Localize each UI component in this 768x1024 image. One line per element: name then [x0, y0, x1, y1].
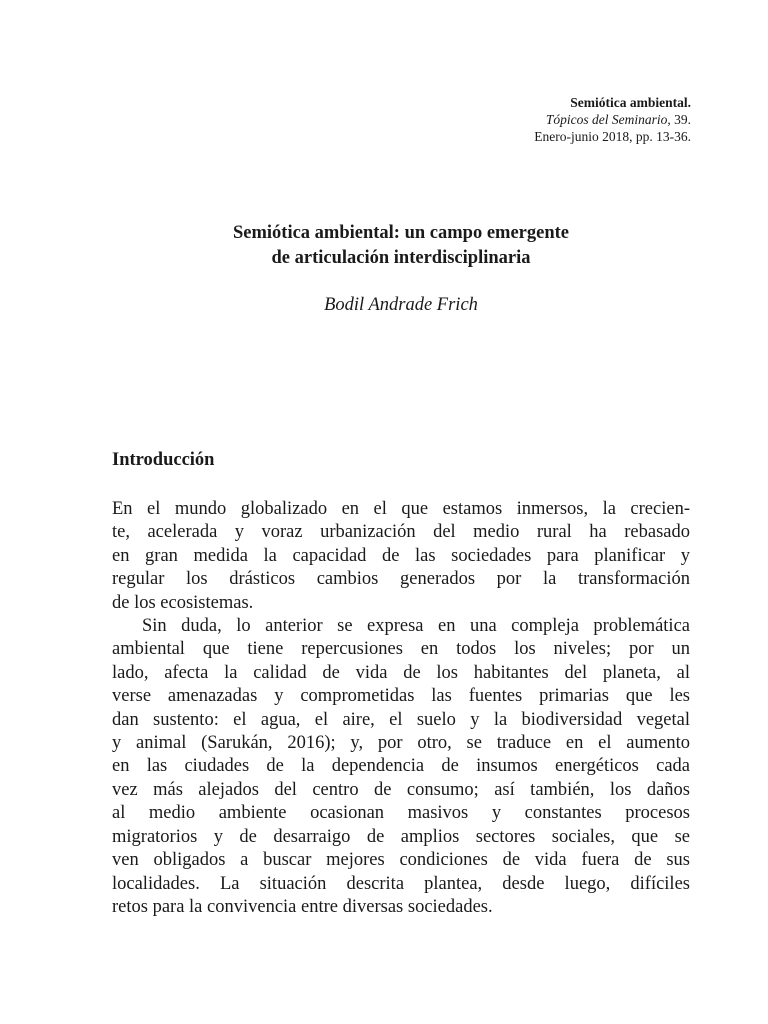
text-line: migratorios y de desarraigo de amplios sectores sociales, que se — [112, 826, 690, 847]
running-head — [534, 94, 691, 145]
running-head-issue-number: , 39. — [667, 112, 691, 127]
text-line: al medio ambiente ocasionan masivos y constantes procesos — [112, 803, 690, 824]
running-head-pages: Enero-junio 2018, pp. 13-36. — [534, 129, 691, 144]
text-line: dan sustento: el agua, el aire, el suelo y la biodiversidad vegetal — [112, 709, 690, 730]
article-author: Bodil Andrade Frich — [324, 295, 478, 315]
running-head-journal: Semiótica ambiental. — [570, 95, 691, 110]
text-line: en gran medida la capacidad de las sociedades para planificar y — [112, 545, 690, 566]
body-text — [112, 498, 690, 919]
article-title-line-1: Semiótica ambiental: un campo emergente — [232, 223, 570, 243]
text-line: te, acelerada y voraz urbanización del medio rural ha rebasado — [112, 522, 690, 543]
running-head-issue — [534, 111, 691, 128]
text-line: Sin duda, lo anterior se expresa en una compleja problemática — [142, 616, 690, 637]
article-title-line-2: de articulación interdisciplinaria — [271, 248, 531, 268]
text-line: regular los drásticos cambios generados por la transformación — [112, 569, 690, 590]
paragraph-1 — [112, 498, 690, 615]
text-line: y animal (Sarukán, 2016); y, por otro, se traduce en el aumento — [112, 733, 690, 754]
section-heading: Introducción — [112, 450, 215, 470]
text-line: vez más alejados del centro de consumo; así también, los daños — [112, 779, 690, 800]
running-head-issue-title: Tópicos del Seminario — [545, 112, 668, 127]
paragraph-2 — [112, 615, 690, 919]
text-line: localidades. La situación descrita plantea, desde luego, difíciles — [112, 873, 690, 894]
text-line: retos para la convivencia entre diversas sociedades. — [112, 896, 493, 917]
text-line: ambiental que tiene repercusiones en todos los niveles; por un — [112, 639, 690, 660]
text-line: verse amenazadas y comprometidas las fuentes primarias que les — [112, 686, 690, 707]
text-line: En el mundo globalizado en el que estamos inmersos, la crecien- — [112, 499, 690, 519]
text-line: en las ciudades de la dependencia de insumos energéticos cada — [112, 756, 690, 777]
text-line: lado, afecta la calidad de vida de los habitantes del planeta, al — [112, 662, 690, 683]
text-line: de los ecosistemas. — [112, 592, 254, 613]
article-title — [0, 221, 768, 271]
text-line: ven obligados a buscar mejores condiciones de vida fuera de sus — [112, 850, 690, 871]
